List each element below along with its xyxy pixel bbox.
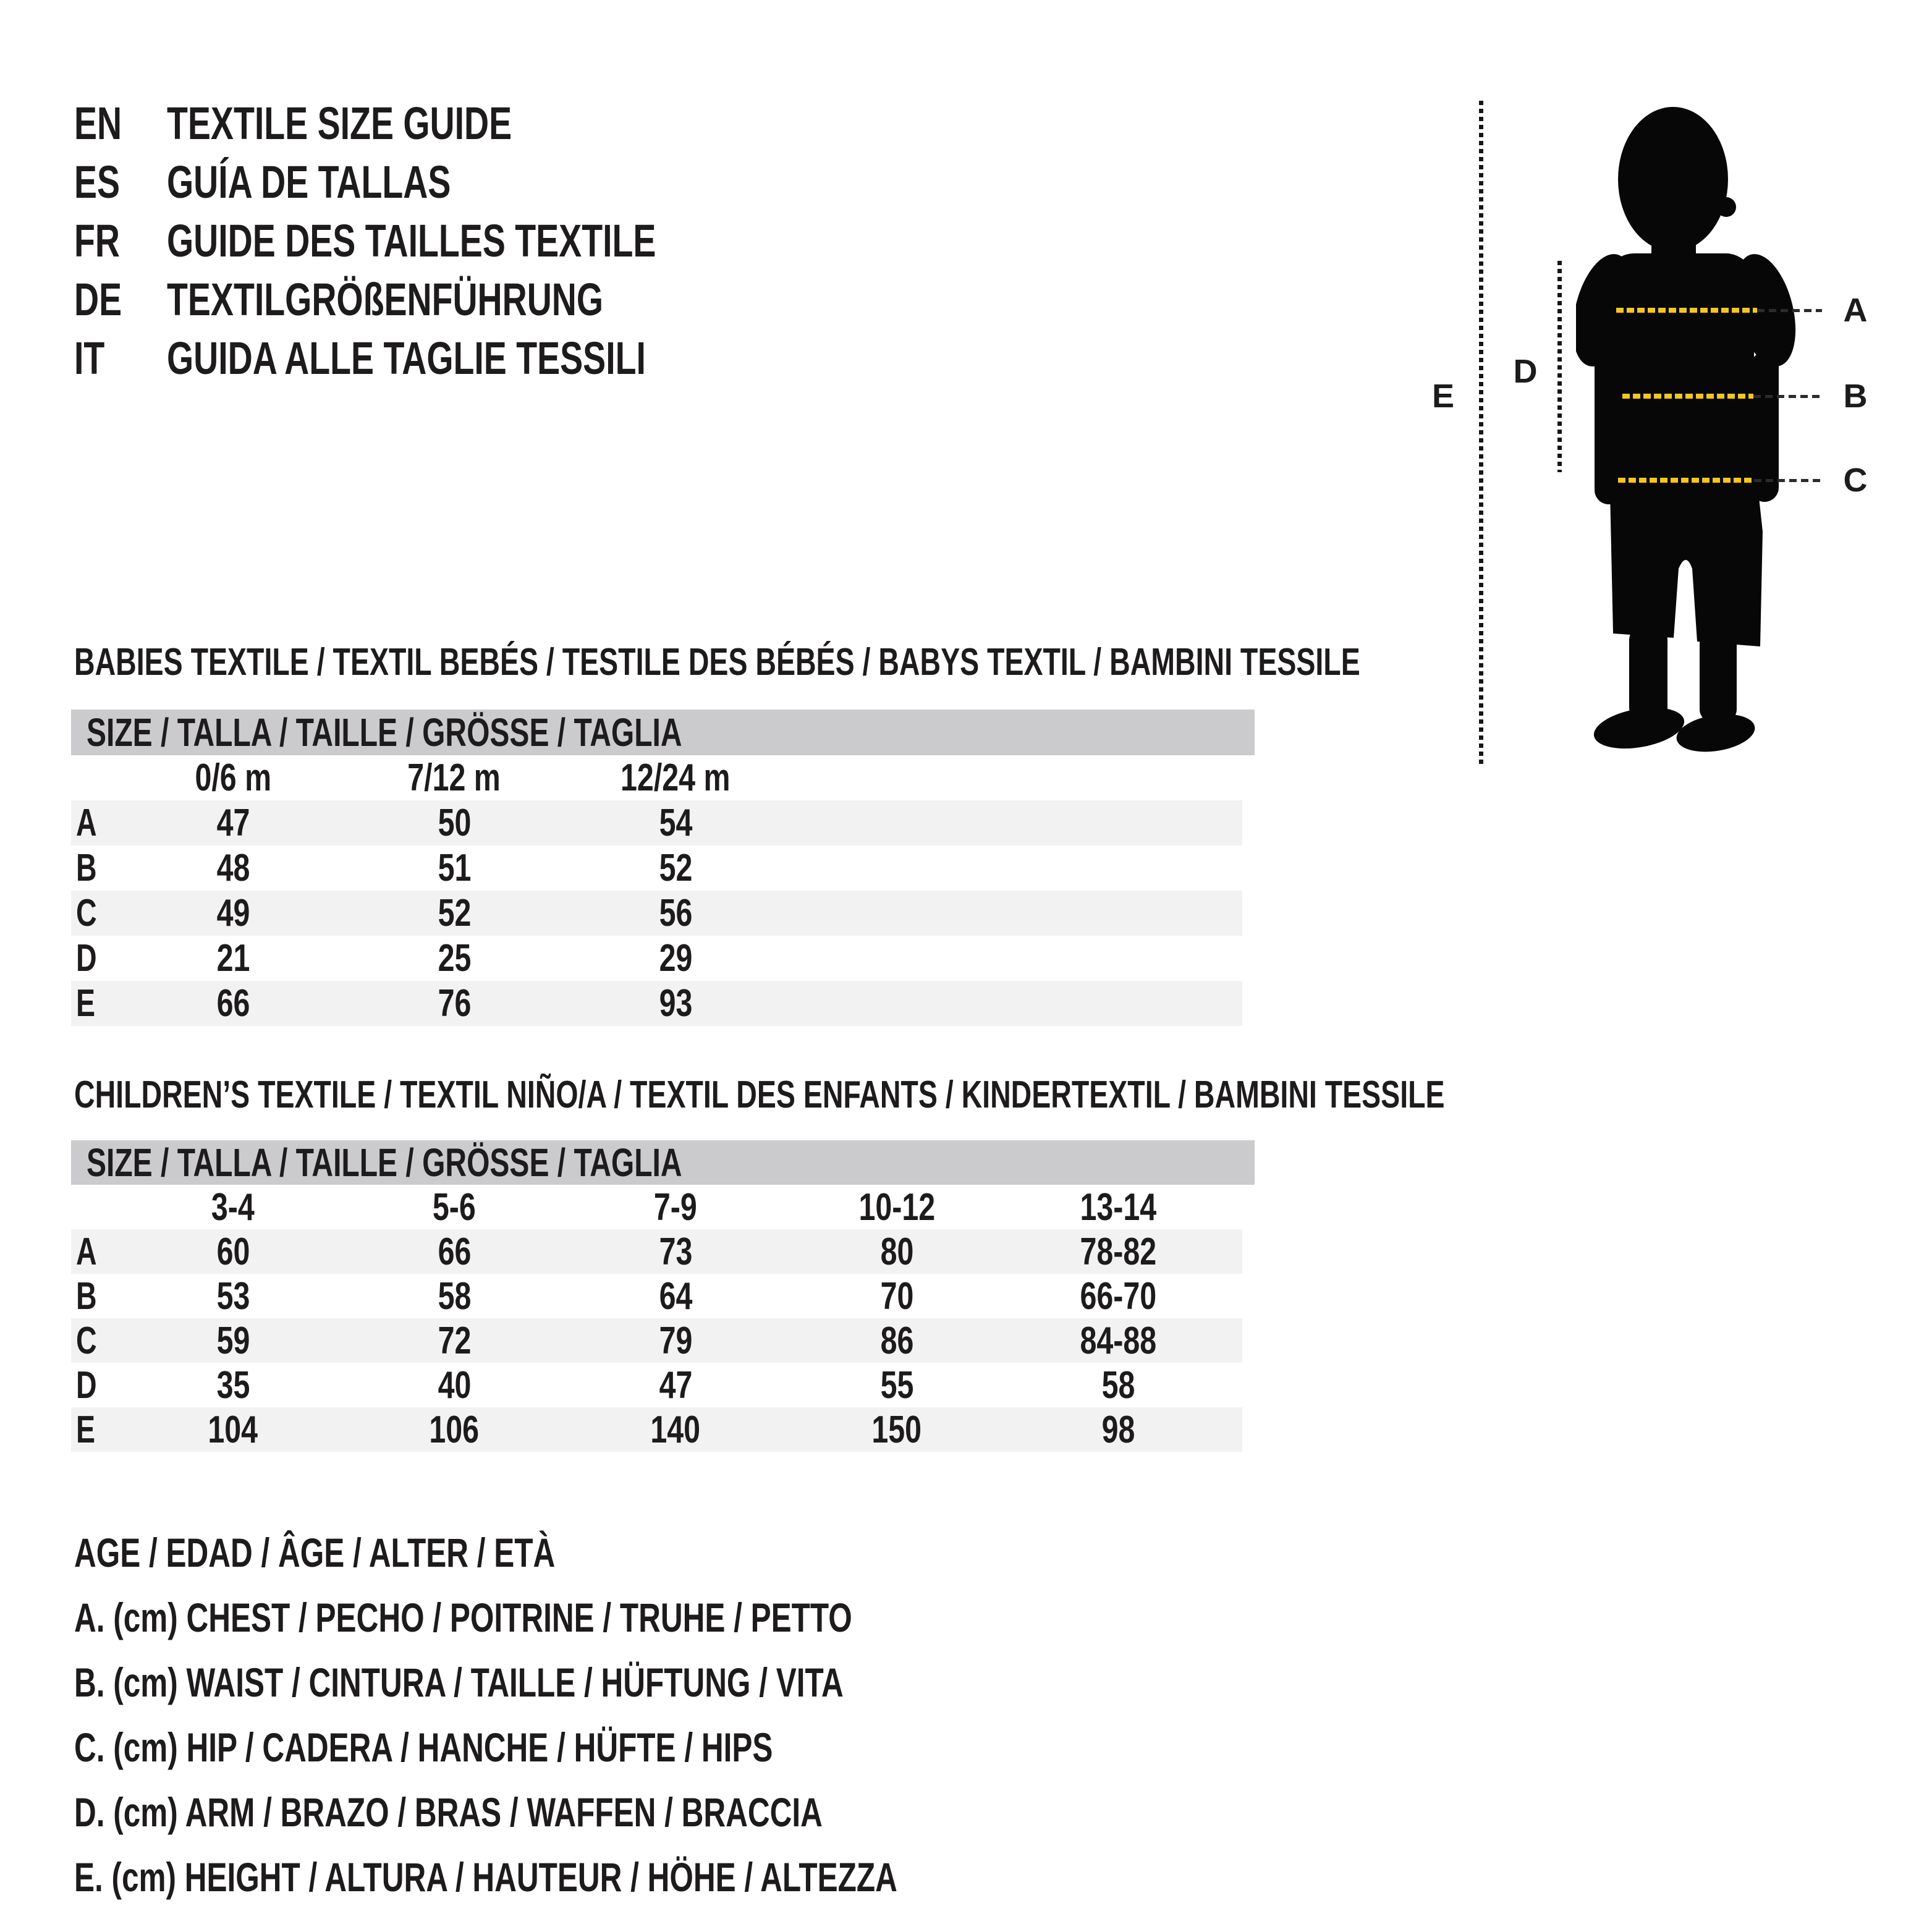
table-cell: 150 [871,1408,922,1451]
language-row-es [74,153,819,211]
column-header: 3-4 [211,1185,255,1229]
table-cell: 70 [880,1274,913,1318]
table-cell: 93 [659,982,692,1025]
table-cell: 53 [216,1274,250,1318]
table-cell: 58 [438,1274,471,1318]
babies-size-header-bar: SIZE / TALLA / TAILLE / GRÖSSE / TAGLIA [71,710,1255,755]
measure-label-d: D [1513,353,1538,390]
chest-measure-dashed-line [1757,309,1822,312]
table-cell: 56 [659,892,692,934]
table-cell: 49 [216,892,250,934]
children-row-c [71,1318,1242,1363]
waist-measure-dashed-line-yellow [1622,394,1753,399]
guide-title: GUÍA DE TALLAS [167,156,451,208]
language-title-list [74,94,819,388]
table-cell: 52 [659,847,692,889]
babies-row-d [71,936,1242,981]
table-cell: 40 [438,1363,471,1407]
measure-label-b: B [1843,378,1868,415]
legend-line-chest: A. (cm) CHEST / PECHO / POITRINE / TRUHE / PETTO [74,1595,852,1640]
language-code: EN [74,98,122,149]
row-label: D [76,1363,97,1407]
babies-row-e [71,981,1242,1026]
waist-measure-dashed-line [1753,395,1822,398]
guide-title: TEXTILGRÖßENFÜHRUNG [167,274,604,325]
children-row-e [71,1407,1242,1452]
table-cell: 54 [659,802,692,844]
table-cell: 25 [438,937,471,980]
table-cell: 35 [216,1363,250,1407]
legend-line-arm: D. (cm) ARM / BRAZO / BRAS / WAFFEN / BRACCIA [74,1789,823,1835]
row-label: C [76,892,97,934]
row-label: B [76,1274,97,1318]
legend-line-waist: B. (cm) WAIST / CINTURA / TAILLE / HÜFTUNG / VITA [74,1659,844,1705]
children-row-b [71,1274,1242,1318]
column-header: 7/12 m [407,756,501,799]
table-cell: 60 [216,1230,250,1273]
table-cell: 84-88 [1080,1319,1156,1362]
chest-measure-dashed-line-yellow [1616,308,1757,313]
children-section-title: CHILDREN’S TEXTILE / TEXTIL NIÑO/A / TEXTIL DES ENFANTS / KINDERTEXTIL / BAMBINI TESSILE [74,1074,1445,1116]
hip-measure-dashed-line [1754,479,1822,482]
table-cell: 76 [438,982,471,1025]
language-row-en [74,94,819,153]
language-code: FR [74,215,120,266]
babies-column-header-row [71,755,1242,800]
children-column-header-row [71,1185,1242,1229]
table-cell: 66 [438,1230,471,1273]
table-cell: 73 [659,1230,692,1273]
guide-title: TEXTILE SIZE GUIDE [167,98,512,149]
legend-line-age: AGE / EDAD / ÂGE / ALTER / ETÀ [74,1530,556,1575]
babies-section-title: BABIES TEXTILE / TEXTIL BEBÉS / TESTILE DES BÉBÉS / BABYS TEXTIL / BAMBINI TESSILE [74,641,1360,684]
row-label: E [76,982,96,1025]
table-cell: 140 [650,1408,701,1451]
table-cell: 58 [1101,1363,1135,1407]
column-header: 10-12 [858,1185,935,1229]
table-cell: 64 [659,1274,692,1318]
babies-row-b [71,845,1242,891]
table-cell: 80 [880,1230,913,1273]
row-label: A [76,802,97,844]
children-row-d [71,1363,1242,1407]
language-row-de [74,270,819,329]
table-cell: 78-82 [1080,1230,1156,1273]
column-header: 12/24 m [621,756,731,799]
language-row-fr [74,211,819,270]
table-cell: 21 [216,937,250,980]
measure-label-c: C [1843,462,1868,499]
table-cell: 55 [880,1363,913,1407]
row-label: A [76,1230,97,1273]
table-cell: 47 [216,802,250,844]
table-cell: 98 [1101,1408,1135,1451]
measure-label-e: E [1431,378,1455,415]
table-cell: 50 [438,802,471,844]
legend-line-hip: C. (cm) HIP / CADERA / HANCHE / HÜFTE / HIPS [74,1724,773,1770]
babies-row-a [71,800,1242,845]
arm-measure-dotted-line [1557,261,1562,472]
language-code: IT [74,333,105,384]
children-size-header-bar: SIZE / TALLA / TAILLE / GRÖSSE / TAGLIA [71,1140,1255,1185]
measurement-legend [74,1520,1172,1910]
table-cell: 66 [216,982,250,1025]
row-label: B [76,847,97,889]
column-header: 13-14 [1080,1185,1156,1229]
babies-row-c [71,891,1242,936]
row-label: E [76,1408,96,1451]
measure-label-a: A [1843,292,1868,329]
language-row-it [74,329,819,388]
table-cell: 86 [880,1319,913,1362]
hip-measure-dashed-line-yellow [1618,478,1754,483]
table-cell: 72 [438,1319,471,1362]
table-cell: 59 [216,1319,250,1362]
table-cell: 48 [216,847,250,889]
language-code: ES [74,156,121,208]
guide-title: GUIDE DES TAILLES TEXTILE [167,215,656,266]
column-header: 7-9 [654,1185,697,1229]
row-label: C [76,1319,97,1362]
table-cell: 106 [429,1408,480,1451]
table-cell: 29 [659,937,692,980]
table-cell: 52 [438,892,471,934]
legend-line-height: E. (cm) HEIGHT / ALTURA / HAUTEUR / HÖHE / ALTEZZA [74,1854,897,1900]
table-cell: 66-70 [1080,1274,1156,1318]
column-header: 0/6 m [195,756,271,799]
guide-title: GUIDA ALLE TAGLIE TESSILI [167,333,646,384]
table-cell: 104 [208,1408,258,1451]
table-cell: 51 [438,847,471,889]
table-cell: 79 [659,1319,692,1362]
table-cell: 47 [659,1363,692,1407]
row-label: D [76,937,97,980]
children-row-a [71,1229,1242,1274]
language-code: DE [74,274,122,325]
column-header: 5-6 [433,1185,476,1229]
